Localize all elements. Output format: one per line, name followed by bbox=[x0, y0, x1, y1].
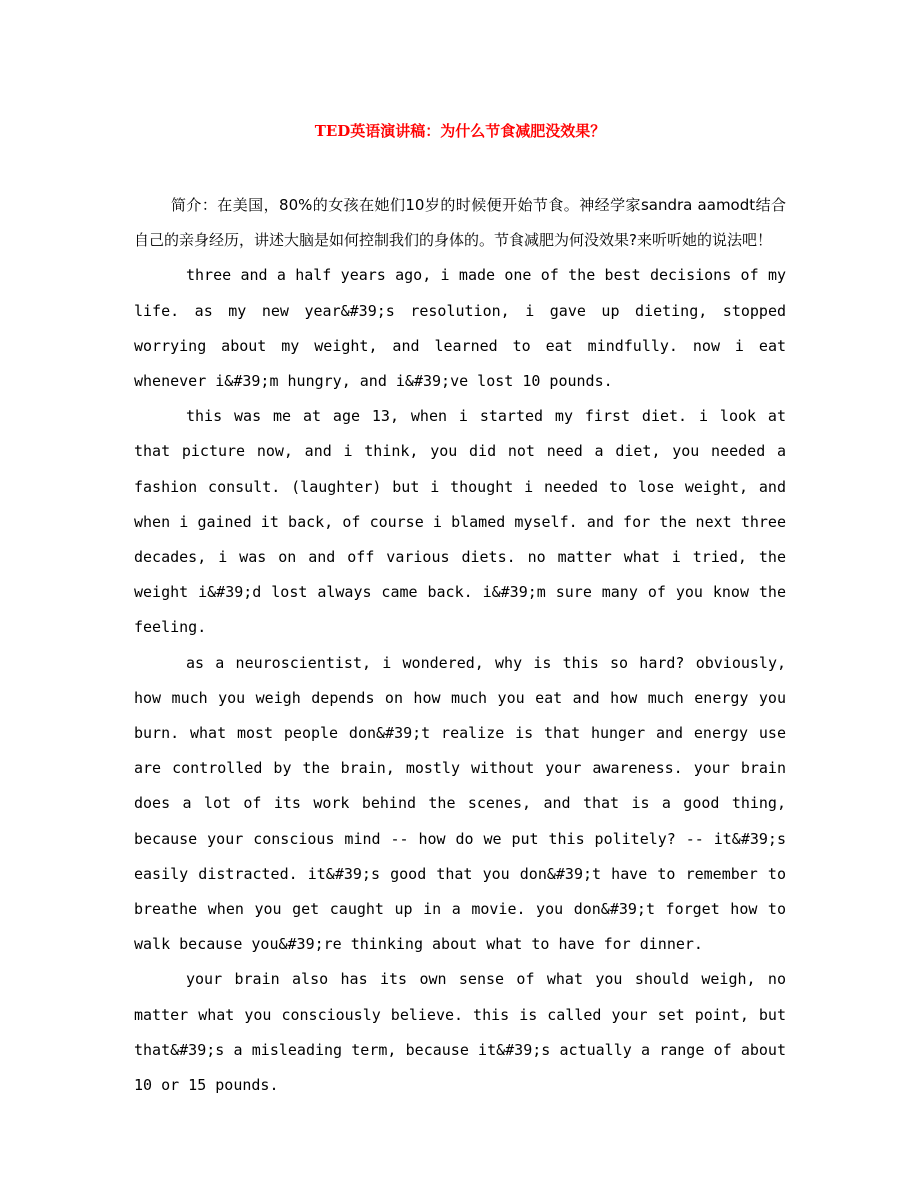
body-paragraph-1: three and a half years ago, i made one of the best decisions of my life. as my new year&#39;s resolution, i gave up dieting, stopped worrying about my weight, and learned to eat mindfully. now i eat whenever i&#39;m hungry, and i&#39;ve lost 10 pounds. bbox=[134, 266, 786, 391]
document-body bbox=[134, 188, 786, 1103]
document-title: TED英语演讲稿：为什么节食减肥没效果？ bbox=[314, 122, 606, 140]
body-paragraph-2: this was me at age 13, when i started my first diet. i look at that picture now, and i think, you did not need a diet, you needed a fashion consult. (laughter) but i thought i needed to lose weight, and when i gained it back, of course i blamed myself. and for the next three decades, i was on and off various diets. no matter what i tried, the weight i&#39;d lost always came back. i&#39;m sure many of you know the feeling. bbox=[134, 407, 786, 637]
body-paragraph-3: as a neuroscientist, i wondered, why is this so hard? obviously, how much you weigh depends on how much you eat and how much energy you burn. what most people don&#39;t realize is that hunger and energy use are controlled by the brain, mostly without your awareness. your brain does a lot of its work behind the scenes, and that is a good thing, because your conscious mind -- how do we put this politely? -- it&#39;s easily distracted. it&#39;s good that you don&#39;t have to remember to breathe when you get caught up in a movie. you don&#39;t forget how to walk because you&#39;re thinking about what to have for dinner. bbox=[134, 653, 786, 954]
body-paragraph-4: your brain also has its own sense of what you should weigh, no matter what you consciously believe. this is called your set point, but that&#39;s a misleading term, because it&#39;s actually a range of about 10 or 15 pounds. bbox=[134, 970, 786, 1095]
intro-paragraph: 简介：在美国，80%的女孩在她们10岁的时候便开始节食。神经学家sandra aamodt结合自己的亲身经历，讲述大脑是如何控制我们的身体的。节食减肥为何没效果?来听听她的说法吧！ bbox=[134, 196, 786, 250]
